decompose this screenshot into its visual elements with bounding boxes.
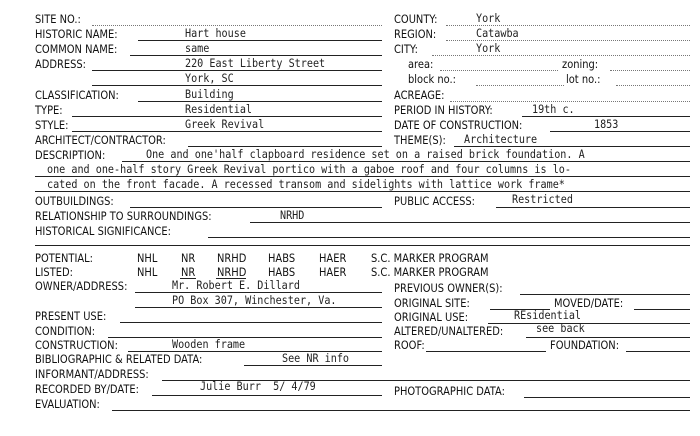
style-value: Greek Revival (185, 117, 265, 131)
city-field (432, 55, 690, 56)
public-access-label: PUBLIC ACCESS: (394, 194, 476, 208)
roof-field (426, 351, 546, 352)
owner-name-value: Mr. Robert E. Dillard (172, 278, 300, 292)
description-rule-3 (35, 191, 690, 192)
original-use-label: ORIGINAL USE: (394, 310, 469, 324)
owner-address-value: PO Box 307, Winchester, Va. (172, 293, 337, 307)
potential-habs: HABS (268, 251, 296, 265)
listed-nr: NR (181, 265, 196, 279)
present-use-field (120, 322, 382, 323)
original-use-value: REsidential (514, 308, 582, 322)
foundation-field (626, 351, 690, 352)
owner-field-2 (135, 307, 382, 308)
photographic-field (524, 397, 690, 398)
county-value: York (476, 11, 501, 25)
altered-value: see back (536, 321, 585, 335)
lot-no-field (616, 85, 690, 86)
city-value: York (476, 41, 501, 55)
region-label: REGION: (394, 27, 437, 41)
outbuildings-field (130, 207, 382, 208)
construction-label: CONSTRUCTION: (35, 338, 118, 352)
zoning-label: zoning: (562, 57, 599, 71)
type-value: Residential (185, 102, 253, 116)
date-construction-label: DATE OF CONSTRUCTION: (394, 118, 523, 132)
public-access-value: Restricted (512, 192, 573, 206)
date-construction-field (550, 131, 690, 132)
area-label: area: (408, 57, 434, 71)
potential-marker-program: S.C. MARKER PROGRAM (371, 251, 489, 265)
present-use-label: PRESENT USE: (35, 309, 107, 323)
description-label: DESCRIPTION: (35, 148, 106, 162)
evaluation-label: EVALUATION: (35, 397, 100, 411)
recorded-value: Julie Burr 5/ 4/79 (200, 379, 316, 393)
original-use-field (488, 323, 690, 324)
county-label: COUNTY: (394, 12, 438, 26)
altered-label: ALTERED/UNALTERED: (394, 324, 504, 338)
evaluation-field (112, 410, 690, 411)
potential-label: POTENTIAL: (35, 251, 94, 265)
historic-name-value: Hart house (185, 26, 246, 40)
type-label: TYPE: (35, 103, 63, 117)
block-no-field (476, 85, 564, 86)
moved-date-label: MOVED/DATE: (554, 296, 624, 310)
previous-owner-field (520, 294, 690, 295)
listed-habs: HABS (268, 265, 296, 279)
significance-label: HISTORICAL SIGNIFICANCE: (35, 224, 171, 238)
recorded-label: RECORDED BY/DATE: (35, 382, 139, 396)
period-value: 19th c. (532, 102, 575, 116)
classification-field (138, 101, 382, 102)
historic-name-label: HISTORIC NAME: (35, 27, 118, 41)
area-field (440, 70, 558, 71)
bibliographic-value: See NR info (282, 351, 350, 365)
relationship-label: RELATIONSHIP TO SURROUNDINGS: (35, 209, 212, 223)
common-name-value: same (185, 41, 210, 55)
architect-label: ARCHITECT/CONTRACTOR: (35, 133, 166, 147)
foundation-label: FOUNDATION: (550, 338, 620, 352)
listed-nhl: NHL (137, 265, 158, 279)
city-label: CITY: (394, 42, 418, 56)
address-field-2 (92, 85, 382, 86)
historic-name-field (138, 40, 382, 41)
address-value-2: York, SC (185, 71, 234, 85)
listed-haer: HAER (319, 265, 347, 279)
original-site-label: ORIGINAL SITE: (394, 296, 470, 310)
significance-field (208, 237, 690, 238)
potential-nrhd: NRHD (217, 251, 247, 265)
description-line-2: one and one-half story Greek Revival portico with a gaboe roof and four columns is lo- (47, 162, 571, 176)
period-label: PERIOD IN HISTORY: (394, 103, 493, 117)
themes-label: THEME(S): (394, 133, 446, 147)
potential-nhl: NHL (137, 251, 158, 265)
address-label: ADDRESS: (35, 57, 87, 71)
section-divider (35, 245, 690, 246)
informant-label: INFORMANT/ADDRESS: (35, 367, 149, 381)
bibliographic-label: BIBLIOGRAPHIC & RELATED DATA: (35, 352, 203, 366)
potential-nr: NR (181, 251, 196, 265)
listed-label: LISTED: (35, 265, 73, 279)
construction-value: Wooden frame (172, 337, 246, 351)
outbuildings-label: OUTBUILDINGS: (35, 194, 114, 208)
style-field (72, 131, 382, 132)
recorded-field (152, 395, 382, 396)
site-no-label: SITE NO.: (35, 12, 81, 26)
description-line-1: One and one'half clapboard residence set on a raised brick foundation. A (146, 147, 585, 161)
description-line-3: cated on the front facade. A recessed transom and sidelights with lattice work frame* (47, 177, 565, 191)
region-value: Catawba (476, 26, 519, 40)
roof-label: ROOF: (394, 338, 425, 352)
block-no-label: block no.: (408, 72, 457, 86)
potential-haer: HAER (319, 251, 347, 265)
style-label: STYLE: (35, 118, 69, 132)
themes-value: Architecture (464, 132, 538, 146)
listed-marker-program: S.C. MARKER PROGRAM (371, 265, 489, 279)
condition-label: CONDITION: (35, 324, 96, 338)
owner-label: OWNER/ADDRESS: (35, 279, 128, 293)
address-value-1: 220 East Liberty Street (185, 56, 326, 70)
relationship-field (250, 222, 690, 223)
public-access-field (496, 207, 690, 208)
listed-nrhd: NRHD (217, 265, 247, 279)
date-construction-value: 1853 (594, 117, 619, 131)
classification-value: Building (185, 87, 234, 101)
acreage-label: ACREAGE: (394, 88, 445, 102)
zoning-field (610, 70, 690, 71)
bibliographic-field (244, 365, 382, 366)
common-name-label: COMMON NAME: (35, 42, 118, 56)
address-field-1 (92, 70, 382, 71)
photographic-label: PHOTOGRAPHIC DATA: (394, 384, 505, 398)
moved-date-field (634, 309, 690, 310)
relationship-value: NRHD (280, 208, 305, 222)
classification-label: CLASSIFICATION: (35, 88, 119, 102)
lot-no-label: lot no.: (566, 72, 601, 86)
previous-owner-label: PREVIOUS OWNER(S): (394, 281, 503, 295)
